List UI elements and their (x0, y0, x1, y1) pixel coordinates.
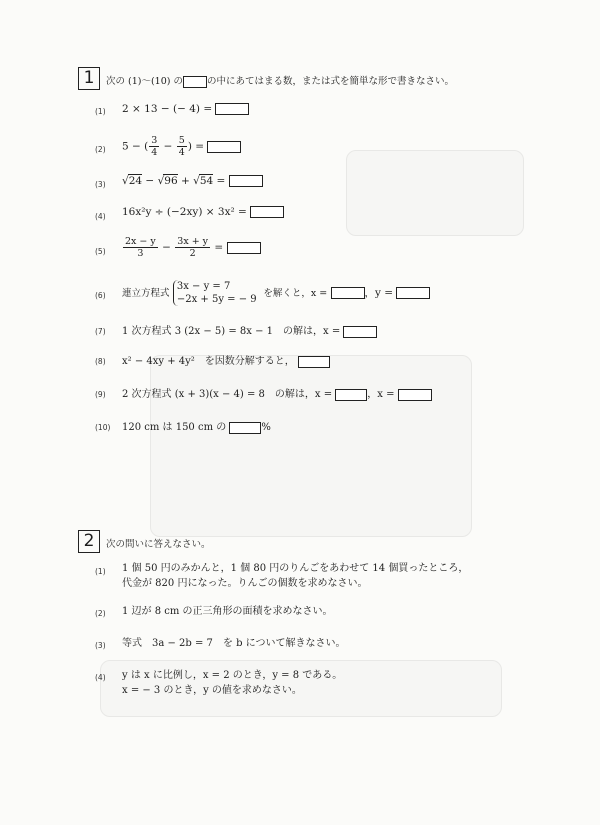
answer-box[interactable] (229, 422, 261, 434)
question-2-1: 1 個 50 円のみかんと，1 個 80 円のりんごをあわせて 14 個買ったところ， 代金が 820 円になった。りんごの個数を求めなさい。 (122, 563, 469, 589)
answer-box-sample (183, 76, 207, 88)
item-3: √24 − √96 + √54 = (122, 175, 263, 187)
item-label: (10) (95, 423, 111, 432)
item-label: (9) (95, 390, 106, 399)
answer-box[interactable] (398, 389, 432, 401)
question-2-2: 1 辺が 8 cm の正三角形の面積を求めなさい。 (122, 606, 333, 617)
item-label: (1) (95, 567, 106, 576)
answer-box[interactable] (298, 356, 330, 368)
answer-box[interactable] (396, 287, 430, 299)
item-label: (2) (95, 609, 106, 618)
item-label: (7) (95, 327, 106, 336)
item-label: (3) (95, 641, 106, 650)
answer-box[interactable] (229, 175, 263, 187)
answer-box[interactable] (215, 103, 249, 115)
answer-box[interactable] (207, 141, 241, 153)
answer-box[interactable] (343, 326, 377, 338)
item-4: 16x²y ÷ (−2xy) × 3x² = (122, 206, 284, 218)
item-label: (6) (95, 291, 106, 300)
section-2-instruction: 次の問いに答えなさい。 (106, 539, 211, 550)
equation-system: 3x − y = 7 −2x + 5y = − 9 (173, 280, 257, 306)
item-8: x² − 4xy + 4y² を因数分解すると， (122, 352, 330, 368)
item-6: 連立方程式 3x − y = 7 −2x + 5y = − 9 を解くと，x = ，y = (122, 280, 430, 306)
item-label: (2) (95, 145, 106, 154)
show-through-block (346, 150, 524, 236)
answer-box[interactable] (331, 287, 365, 299)
answer-box[interactable] (227, 242, 261, 254)
section-2-number: 2 (78, 530, 100, 553)
item-label: (4) (95, 212, 106, 221)
question-2-3: 等式 3a − 2b = 7 を b について解きなさい。 (122, 638, 346, 649)
item-label: (5) (95, 247, 106, 256)
item-label: (1) (95, 107, 106, 116)
item-label: (4) (95, 673, 106, 682)
item-10: 120 cm は 150 cm の % (122, 422, 271, 433)
item-label: (3) (95, 180, 106, 189)
question-2-4: y は x に比例し，x = 2 のとき，y = 8 である。 x = − 3 のとき，y の値を求めなさい。 (122, 670, 343, 696)
answer-box[interactable] (335, 389, 367, 401)
section-1-number: 1 (78, 67, 100, 90)
item-1: 2 × 13 − (− 4) = (122, 103, 249, 115)
item-9: 2 次方程式 (x + 3)(x − 4) = 8 の解は，x = ，x = (122, 385, 432, 401)
item-5: $\frac{2x - y}{3}$ − $\frac{3x + y}{2}$ = (122, 236, 261, 259)
answer-box[interactable] (250, 206, 284, 218)
item-2: 5 − ( $\frac{3}{4}$ − $\frac{5}{4}$ ) = (122, 135, 241, 158)
item-label: (8) (95, 357, 106, 366)
item-7: 1 次方程式 3 (2x − 5) = 8x − 1 の解は，x = (122, 322, 377, 338)
show-through-block (150, 355, 472, 537)
section-1-instruction: 次の (1)～(10) の の中にあてはまる数，または式を簡単な形で書きなさい。 (106, 76, 455, 87)
